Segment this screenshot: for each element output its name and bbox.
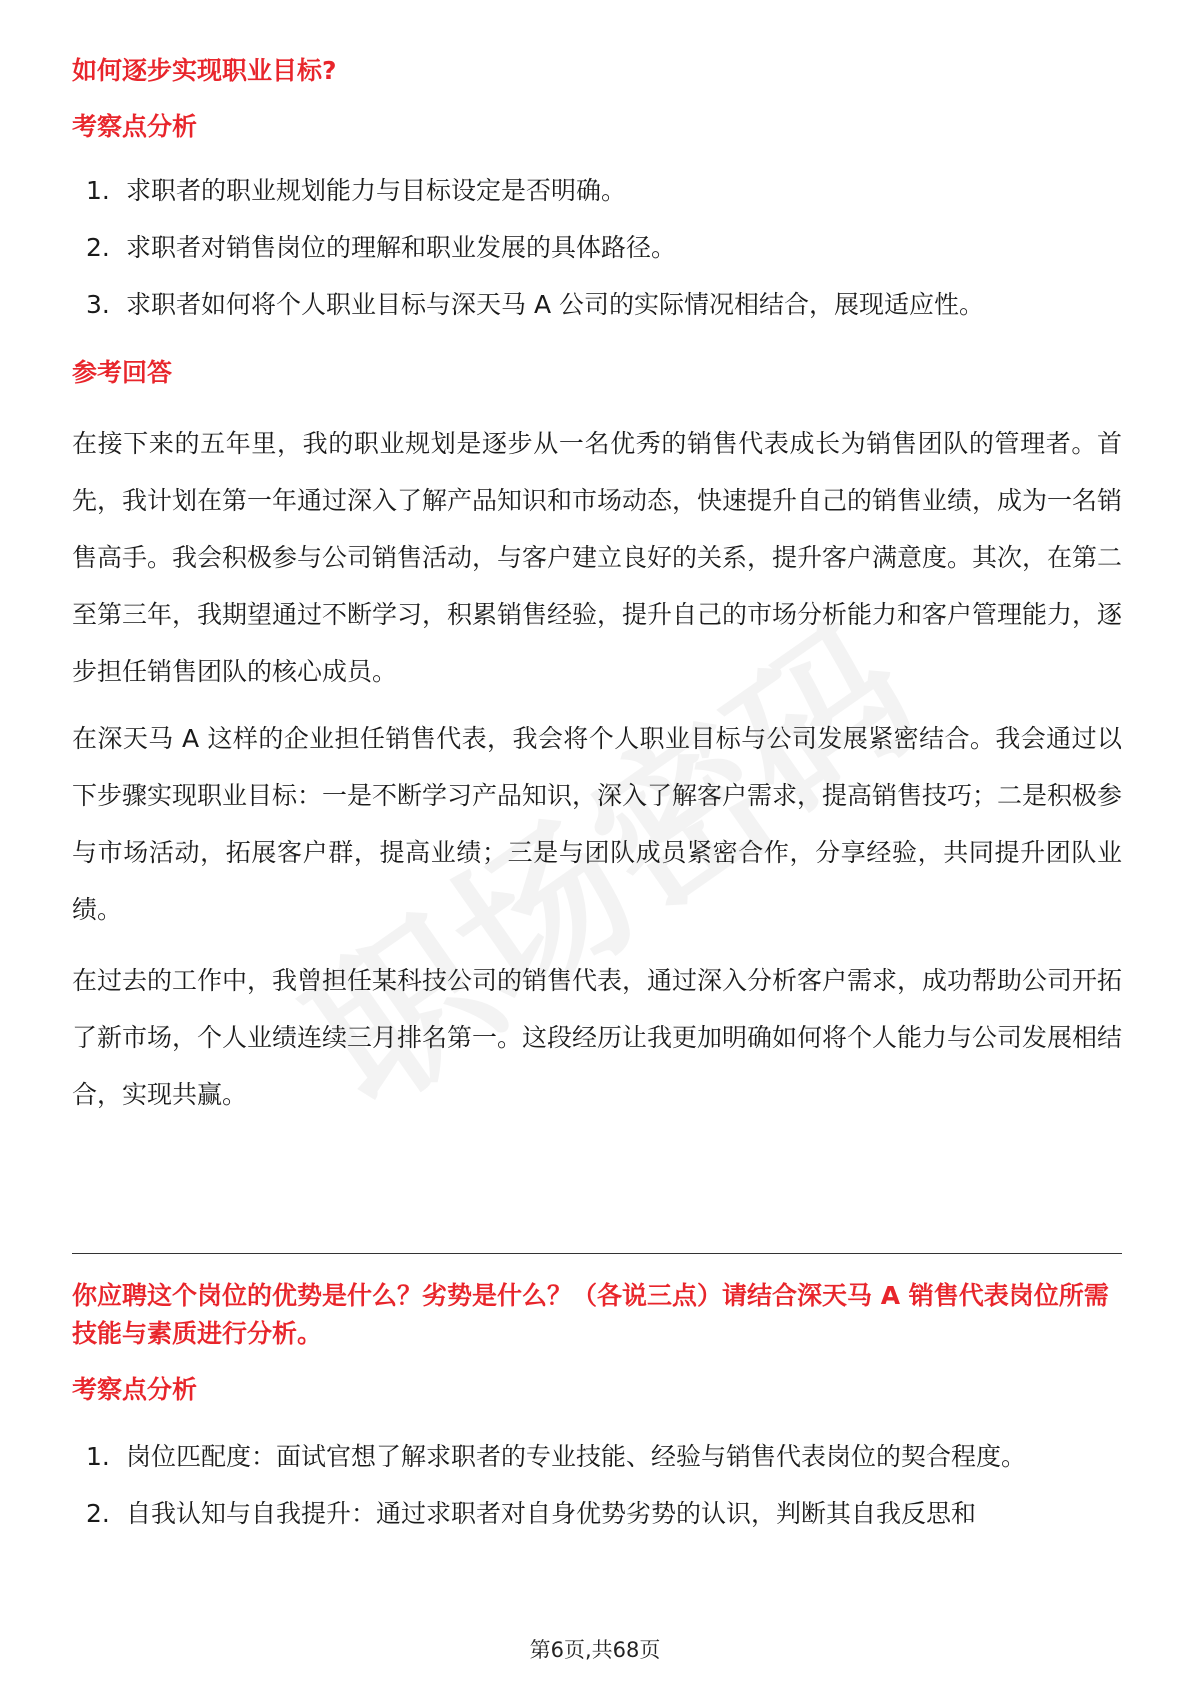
list-item (72, 276, 1122, 333)
list-item-text: 岗位匹配度：面试官想了解求职者的专业技能、经验与销售代表岗位的契合程度。 (126, 1442, 1027, 1471)
analysis-heading-2: 考察点分析 (72, 1375, 198, 1404)
list-item-text: 自我认知与自我提升：通过求职者对自身优势劣势的认识，判断其自我反思和 (126, 1499, 977, 1528)
analysis-list-1 (72, 162, 1122, 333)
list-number: 3. (86, 290, 110, 319)
list-number: 2. (86, 233, 110, 262)
answer-heading-1: 参考回答 (72, 358, 173, 387)
list-item-text: 求职者的职业规划能力与目标设定是否明确。 (126, 176, 627, 205)
answer-paragraph: 在过去的工作中，我曾担任某科技公司的销售代表，通过深入分析客户需求，成功帮助公司开拓了新市场，个人业绩连续三月排名第一。这段经历让我更加明确如何将个人能力与公司发展相结合，实现共赢。 (72, 966, 1123, 1109)
analysis-list-2 (72, 1428, 1122, 1542)
page-footer: 第6页,共68页 (529, 1638, 661, 1662)
list-number: 1. (86, 176, 110, 205)
list-item-text: 求职者如何将个人职业目标与深天马 A 公司的实际情况相结合，展现适应性。 (126, 290, 984, 319)
list-item (72, 162, 1122, 219)
answer-paragraph: 在深天马 A 这样的企业担任销售代表，我会将个人职业目标与公司发展紧密结合。我会通过以下步骤实现职业目标：一是不断学习产品知识，深入了解客户需求，提高销售技巧；二是积极参与市场活动，拓展客户群，提高业绩；三是与团队成员紧密合作，分享经验，共同提升团队业绩。 (72, 724, 1123, 924)
question-title-2: 你应聘这个岗位的优势是什么？劣势是什么？（各说三点）请结合深天马 A 销售代表岗位所需技能与素质进行分析。 (72, 1281, 1109, 1348)
list-item (72, 219, 1122, 276)
list-number: 1. (86, 1442, 110, 1471)
analysis-heading-1: 考察点分析 (72, 112, 198, 141)
list-item (72, 1428, 1122, 1485)
list-item-text: 求职者对销售岗位的理解和职业发展的具体路径。 (126, 233, 677, 262)
question-title-1: 如何逐步实现职业目标? (72, 56, 337, 85)
answer-paragraph: 在接下来的五年里，我的职业规划是逐步从一名优秀的销售代表成长为销售团队的管理者。首先，我计划在第一年通过深入了解产品知识和市场动态，快速提升自己的销售业绩，成为一名销售高手。我会积极参与公司销售活动，与客户建立良好的关系，提升客户满意度。其次，在第二至第三年，我期望通过不断学习，积累销售经验，提升自己的市场分析能力和客户管理能力，逐步担任销售团队的核心成员。 (72, 429, 1123, 686)
list-item (72, 1485, 1122, 1542)
section-divider (72, 1253, 1122, 1254)
list-number: 2. (86, 1499, 110, 1528)
